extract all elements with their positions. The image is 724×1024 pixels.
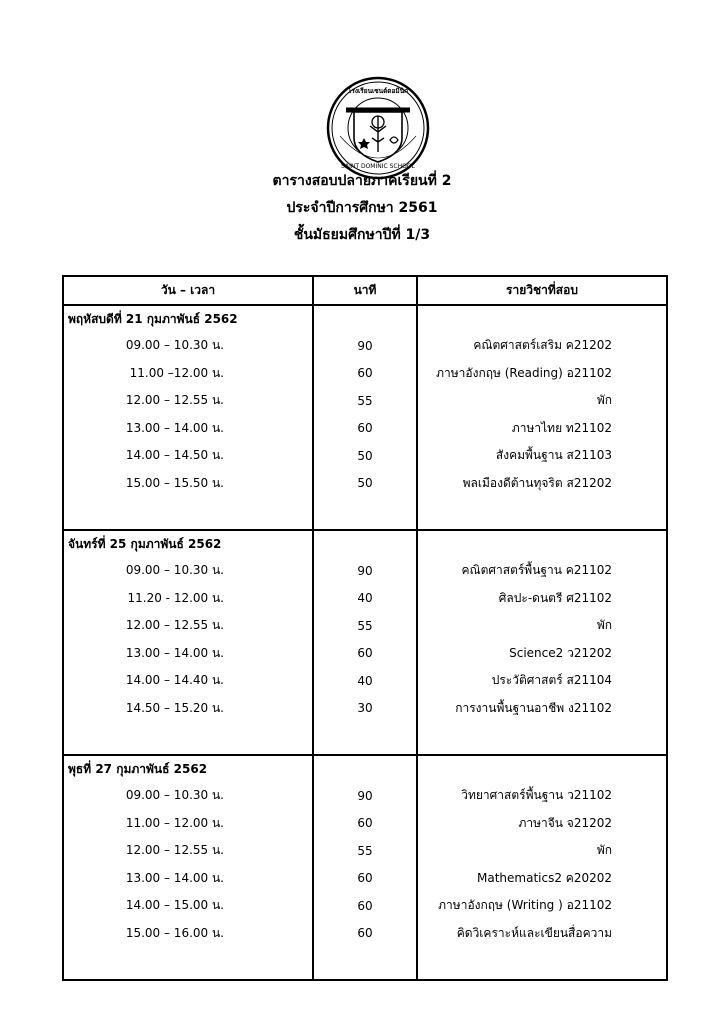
exam-subject: ประวัติศาสตร์ ส21104 <box>417 667 667 695</box>
header-minutes: นาที <box>313 276 417 305</box>
table-row <box>63 612 667 640</box>
exam-time: 12.00 – 12.55 น. <box>63 837 313 865</box>
exam-time: 14.00 – 14.50 น. <box>63 442 313 470</box>
svg-text:โรงเรียนเซนต์ดอมินิก: โรงเรียนเซนต์ดอมินิก <box>347 87 409 95</box>
exam-time: 14.50 – 15.20 น. <box>63 695 313 723</box>
exam-time: 13.00 – 14.00 น. <box>63 415 313 443</box>
day-date: จันทร์ที่ 25 กุมภาพันธ์ 2562 <box>63 530 313 557</box>
exam-subject: พัก <box>417 612 667 640</box>
exam-minutes: 90 <box>313 782 417 810</box>
day-date: พฤหัสบดีที่ 21 กุมภาพันธ์ 2562 <box>63 305 313 332</box>
exam-time: 15.00 – 16.00 น. <box>63 920 313 948</box>
exam-minutes: 60 <box>313 360 417 388</box>
table-row <box>63 865 667 893</box>
day-separator <box>63 497 667 530</box>
exam-subject: สังคมพื้นฐาน ส21103 <box>417 442 667 470</box>
exam-subject: พัก <box>417 387 667 415</box>
exam-minutes: 60 <box>313 415 417 443</box>
table-row <box>63 782 667 810</box>
table-row <box>63 470 667 498</box>
grade-level-title: ชั้นมัธยมศึกษาปีที่ 1/3 <box>293 227 431 243</box>
table-row <box>63 442 667 470</box>
table-row <box>63 695 667 723</box>
exam-schedule-table <box>62 275 668 981</box>
exam-subject: วิทยาศาสตร์พื้นฐาน ว21102 <box>417 782 667 810</box>
exam-minutes: 55 <box>313 612 417 640</box>
day-separator <box>63 722 667 755</box>
exam-minutes: 55 <box>313 837 417 865</box>
table-row <box>63 387 667 415</box>
table-row <box>63 640 667 668</box>
exam-subject: Science2 ว21202 <box>417 640 667 668</box>
table-row <box>63 585 667 613</box>
table-row <box>63 557 667 585</box>
exam-subject: ศิลปะ-ดนตรี ศ21102 <box>417 585 667 613</box>
exam-minutes: 60 <box>313 640 417 668</box>
table-header-row <box>63 276 667 305</box>
table-row <box>63 667 667 695</box>
day-date: พุธที่ 27 กุมภาพันธ์ 2562 <box>63 755 313 782</box>
exam-subject: พลเมืองดีต้านทุจริต ส21202 <box>417 470 667 498</box>
exam-subject: การงานพื้นฐานอาชีพ ง21102 <box>417 695 667 723</box>
day-header-row <box>63 530 667 557</box>
exam-minutes: 90 <box>313 557 417 585</box>
exam-title: ตารางสอบปลายภาคเรียนที่ 2 <box>272 173 452 189</box>
exam-minutes: 60 <box>313 810 417 838</box>
day-header-row <box>63 755 667 782</box>
table-row <box>63 810 667 838</box>
exam-minutes: 60 <box>313 865 417 893</box>
exam-subject: ภาษาไทย ท21102 <box>417 415 667 443</box>
table-row <box>63 415 667 443</box>
exam-subject: ภาษาอังกฤษ (Writing ) อ21102 <box>417 892 667 920</box>
table-row <box>63 837 667 865</box>
exam-time: 13.00 – 14.00 น. <box>63 640 313 668</box>
exam-subject: ภาษาจีน จ21202 <box>417 810 667 838</box>
exam-minutes: 40 <box>313 667 417 695</box>
exam-minutes: 50 <box>313 442 417 470</box>
exam-minutes: 55 <box>313 387 417 415</box>
table-row <box>63 892 667 920</box>
table-bottom-spacer <box>63 947 667 980</box>
day-header-row <box>63 305 667 332</box>
exam-time: 11.20 - 12.00 น. <box>63 585 313 613</box>
exam-minutes: 40 <box>313 585 417 613</box>
table-row <box>63 360 667 388</box>
exam-subject: ภาษาอังกฤษ (Reading) อ21102 <box>417 360 667 388</box>
exam-time: 13.00 – 14.00 น. <box>63 865 313 893</box>
svg-text:SAINT DOMINIC SCHOOL: SAINT DOMINIC SCHOOL <box>341 163 415 170</box>
exam-time: 09.00 – 10.30 น. <box>63 782 313 810</box>
exam-time: 14.00 – 15.00 น. <box>63 892 313 920</box>
table-row <box>63 332 667 360</box>
exam-time: 11.00 –12.00 น. <box>63 360 313 388</box>
exam-minutes: 90 <box>313 332 417 360</box>
exam-subject: คณิตศาสตร์เสริม ค21202 <box>417 332 667 360</box>
exam-minutes: 60 <box>313 892 417 920</box>
school-seal-logo <box>326 76 430 180</box>
header-subject: รายวิชาที่สอบ <box>417 276 667 305</box>
exam-time: 12.00 – 12.55 น. <box>63 612 313 640</box>
exam-subject: พัก <box>417 837 667 865</box>
exam-minutes: 50 <box>313 470 417 498</box>
exam-time: 12.00 – 12.55 น. <box>63 387 313 415</box>
exam-time: 11.00 – 12.00 น. <box>63 810 313 838</box>
exam-time: 14.00 – 14.40 น. <box>63 667 313 695</box>
exam-minutes: 60 <box>313 920 417 948</box>
academic-year-title: ประจำปีการศึกษา 2561 <box>286 200 438 216</box>
exam-subject: คณิตศาสตร์พื้นฐาน ค21102 <box>417 557 667 585</box>
exam-minutes: 30 <box>313 695 417 723</box>
exam-time: 15.00 – 15.50 น. <box>63 470 313 498</box>
table-row <box>63 920 667 948</box>
exam-subject: Mathematics2 ค20202 <box>417 865 667 893</box>
exam-time: 09.00 – 10.30 น. <box>63 557 313 585</box>
exam-time: 09.00 – 10.30 น. <box>63 332 313 360</box>
exam-subject: คิดวิเคราะห์และเขียนสื่อความ <box>417 920 667 948</box>
header-day-time: วัน – เวลา <box>63 276 313 305</box>
